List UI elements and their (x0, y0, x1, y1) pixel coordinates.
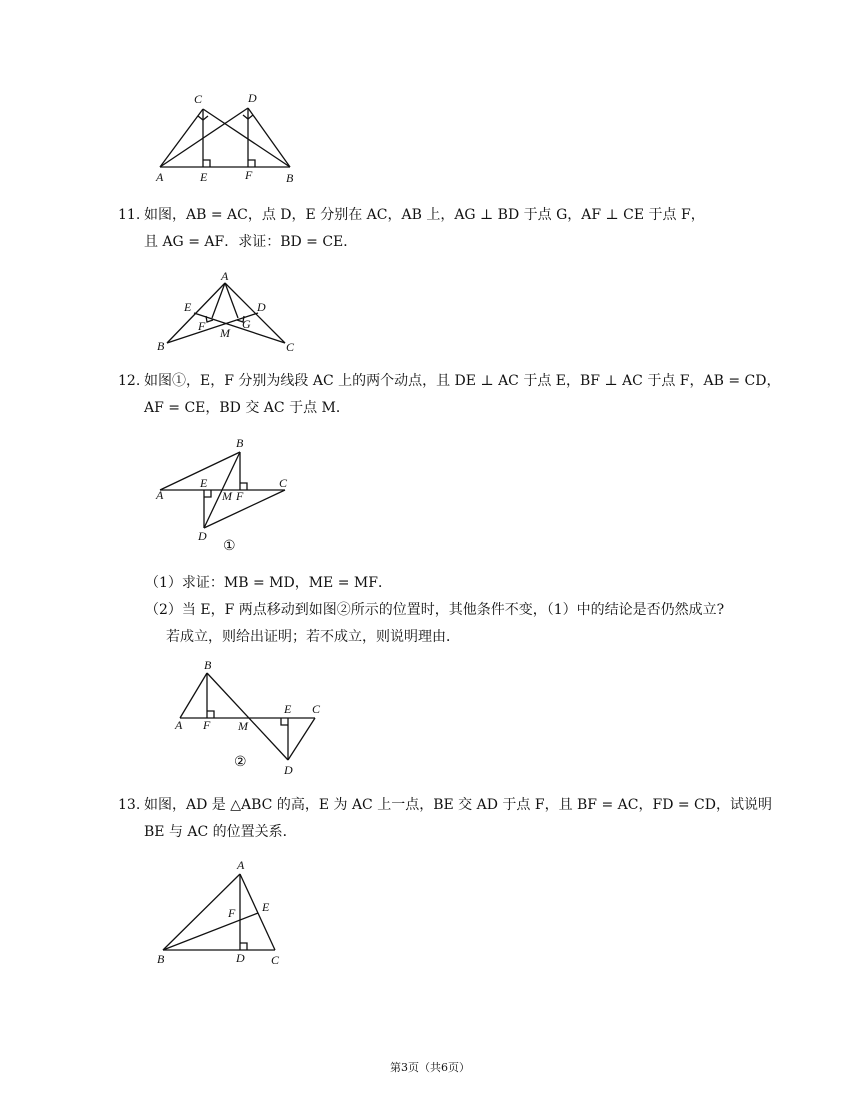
figure-top (0, 0, 860, 200)
problem-number: 12. (118, 373, 141, 389)
problem-text-line-2: BE 与 AC 的位置关系． (144, 824, 297, 840)
label-D: D (236, 951, 245, 965)
label-F: F (236, 489, 244, 503)
label-B: B (157, 339, 165, 353)
figure-caption-2: ② (234, 755, 247, 770)
label-C: C (271, 953, 280, 967)
problem-11 (118, 202, 768, 258)
problem-text-line-2: AF = CE，BD 交 AC 于点 M． (144, 400, 350, 416)
label-C: C (286, 340, 295, 354)
problem-text-line-2: 且 AG = AF．求证：BD = CE． (144, 234, 358, 250)
label-B: B (286, 171, 294, 185)
label-E: E (200, 170, 208, 184)
figure-12-2 (0, 656, 860, 776)
label-F: F (198, 319, 206, 333)
label-C: C (279, 476, 288, 490)
label-M: M (220, 326, 230, 340)
figure-11 (0, 262, 860, 362)
label-E: E (284, 702, 292, 716)
label-E: E (200, 476, 208, 490)
label-A: A (156, 488, 164, 502)
problem-12-part-2-line-1: （2）当 E，F 两点移动到如图②所示的位置时，其他条件不变，（1）中的结论是否仍然成立? (145, 602, 725, 618)
label-E: E (262, 900, 270, 914)
label-C: C (312, 702, 321, 716)
figure-13 (0, 855, 860, 970)
problem-number: 11. (118, 207, 141, 223)
label-B: B (157, 952, 165, 966)
figure-12-1 (0, 430, 860, 555)
label-D: D (198, 529, 207, 543)
label-D: D (284, 763, 293, 777)
problem-13 (118, 792, 772, 848)
problem-text-line-1: 如图①，E，F 分别为线段 AC 上的两个动点，且 DE ⊥ AC 于点 E，BF ⊥ AC 于点 F，AB = CD， (144, 373, 781, 389)
label-D: D (257, 300, 266, 314)
problem-12-part-1: （1）求证：MB = MD，ME = MF． (145, 575, 392, 591)
problem-12-part-2-line-2: 若成立，则给出证明；若不成立，则说明理由． (166, 629, 460, 645)
label-A: A (175, 718, 183, 732)
label-F: F (245, 168, 253, 182)
figure-caption-1: ① (223, 539, 236, 554)
label-E: E (184, 300, 192, 314)
problem-12 (118, 368, 781, 424)
label-F: F (228, 906, 236, 920)
label-D: D (248, 91, 257, 105)
problem-text-line-1: 如图，AB = AC，点 D，E 分别在 AC，AB 上，AG ⊥ BD 于点 G，AF ⊥ CE 于点 F， (144, 207, 705, 223)
page-footer: 第3页（共6页） (390, 1061, 470, 1074)
label-A: A (221, 269, 229, 283)
label-C: C (194, 92, 203, 106)
label-G: G (242, 317, 251, 331)
label-A: A (156, 170, 164, 184)
label-M: M (238, 719, 248, 733)
problem-number: 13. (118, 797, 141, 813)
label-A: A (237, 858, 245, 872)
label-B: B (204, 658, 212, 672)
problem-text-line-1: 如图，AD 是 △ABC 的高，E 为 AC 上一点，BE 交 AD 于点 F，且 BF = AC，FD = CD，试说明 (144, 797, 772, 813)
label-B: B (236, 436, 244, 450)
label-F: F (203, 718, 211, 732)
label-M: M (222, 489, 232, 503)
